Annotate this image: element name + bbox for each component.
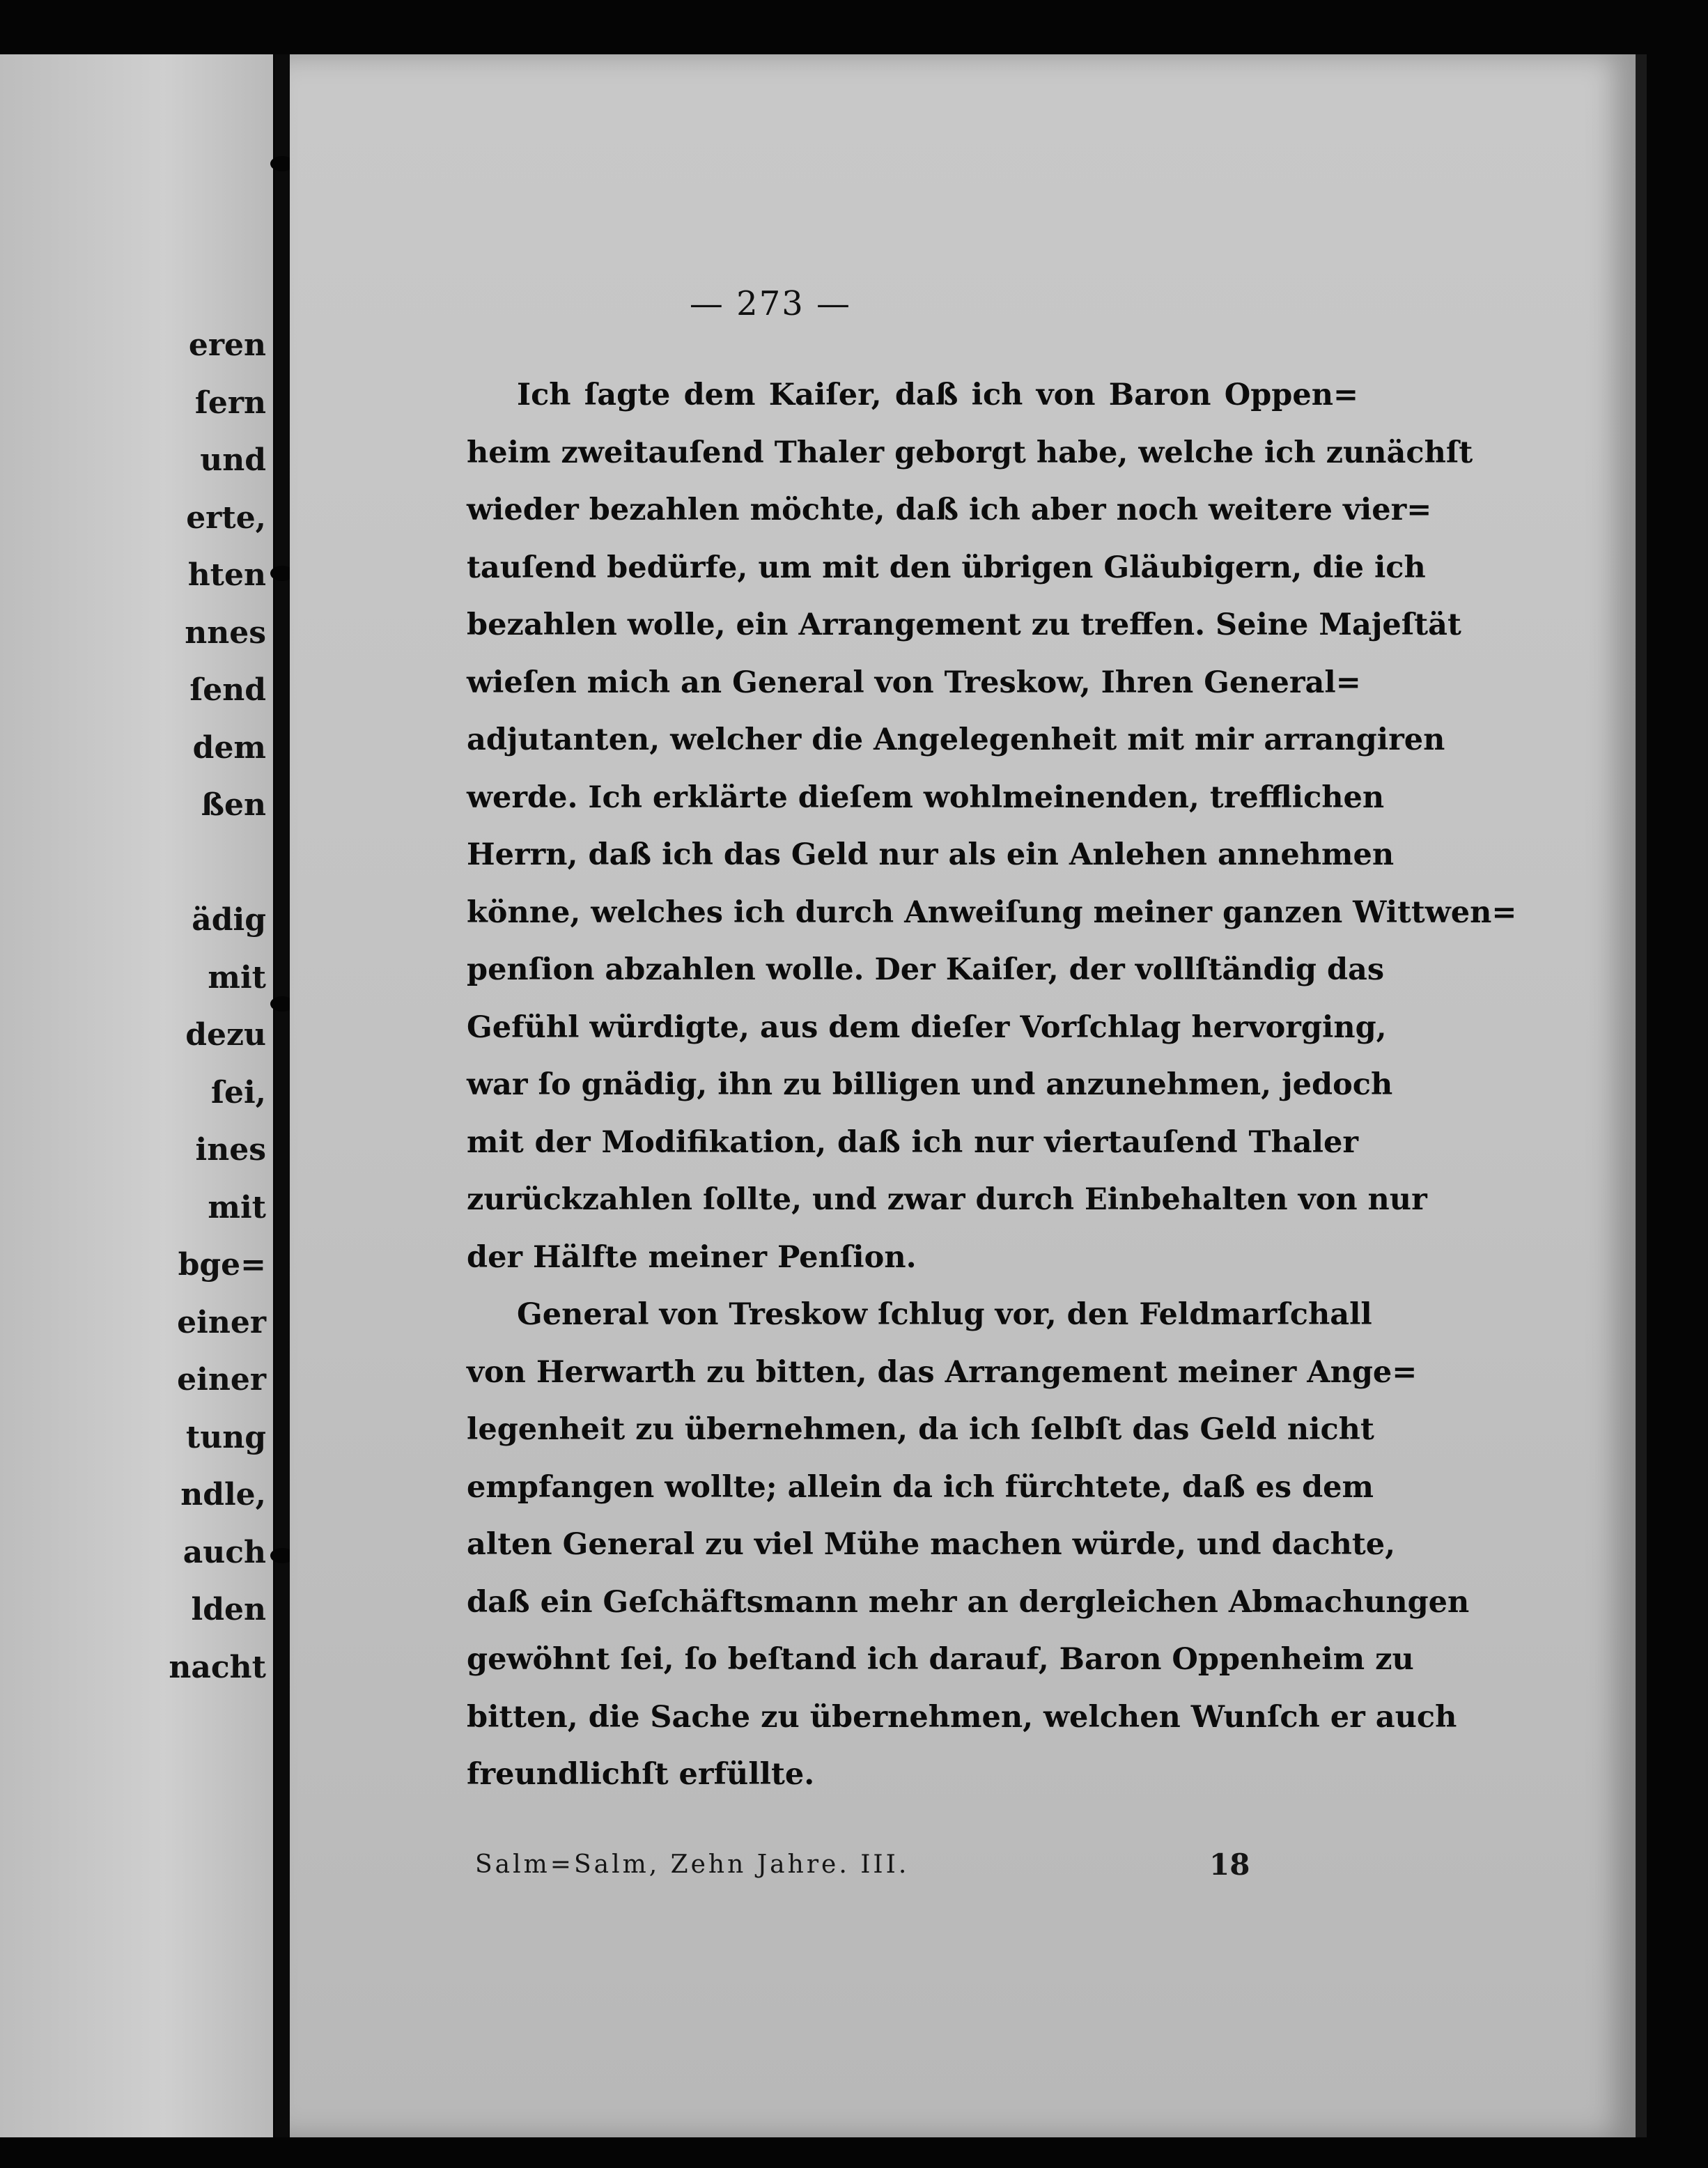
- left-page-line-fragment: auch: [183, 1534, 266, 1570]
- text-line: Herrn, daß ich das Geld nur als ein Anlehen annehmen: [467, 837, 1395, 872]
- body-text: [467, 366, 1517, 1804]
- left-page-line-fragment: lden: [191, 1592, 266, 1627]
- left-page-line-fragment: mit: [208, 1189, 266, 1225]
- text-line: Ich ſagte dem Kaiſer, daß ich von Baron Oppen=: [517, 378, 1358, 412]
- previous-page-fragment: [0, 54, 273, 2137]
- text-line: Gefühl würdigte, aus dem dieſer Vorſchlag hervorging,: [467, 1009, 1387, 1045]
- text-line: legenheit zu übernehmen, da ich ſelbſt das Geld nicht: [467, 1412, 1374, 1447]
- text-line: bezahlen wolle, ein Arrangement zu treffen. Seine Majeſtät: [467, 607, 1461, 642]
- text-line: bitten, die Sache zu übernehmen, welchen Wunſch er auch: [467, 1699, 1457, 1735]
- text-line: wieſen mich an General von Treskow, Ihren General=: [467, 665, 1361, 700]
- text-line: zurückzahlen ſollte, und zwar durch Einbehalten von nur: [467, 1182, 1427, 1217]
- text-line: alten General zu viel Mühe machen würde, und dachte,: [467, 1527, 1396, 1562]
- left-page-line-fragment: bge=: [178, 1247, 266, 1283]
- left-page-line-fragment: und: [200, 442, 266, 478]
- text-line: von Herwarth zu bitten, das Arrangement meiner Ange=: [467, 1354, 1418, 1390]
- left-page-line-fragment: nacht: [169, 1649, 266, 1685]
- left-page-line-fragment: eren: [188, 327, 266, 363]
- text-line: heim zweitauſend Thaler geborgt habe, welche ich zunächſt: [467, 435, 1473, 470]
- left-page-line-fragment: dem: [192, 729, 266, 766]
- left-page-line-fragment: ſern: [194, 385, 266, 421]
- left-page-line-fragment: ädig: [192, 902, 266, 938]
- left-page-line-fragment: nnes: [185, 614, 266, 651]
- text-line: gewöhnt ſei, ſo beſtand ich darauf, Baron Oppenheim zu: [467, 1642, 1414, 1677]
- text-line: General von Treskow ſchlug vor, den Feldmarſchall: [517, 1297, 1372, 1332]
- text-line: der Hälfte meiner Penſion.: [467, 1239, 917, 1275]
- left-page-line-fragment: ſei,: [211, 1074, 266, 1110]
- book-page: [290, 54, 1636, 2137]
- text-line: daß ein Geſchäftsmann mehr an dergleichen Abmachungen: [467, 1584, 1470, 1620]
- left-page-line-fragment: ßen: [201, 787, 266, 823]
- text-line: könne, welches ich durch Anweiſung meiner ganzen Wittwen=: [467, 895, 1517, 930]
- text-line: adjutanten, welcher die Angelegenheit mit mir arrangiren: [467, 722, 1445, 757]
- text-line: freundlichſt erfüllte.: [467, 1757, 815, 1792]
- page-number: — 273 —: [689, 284, 852, 323]
- left-page-line-fragment: tung: [185, 1419, 266, 1455]
- text-line: werde. Ich erklärte dieſem wohlmeinenden, trefflichen: [467, 780, 1385, 815]
- binding-gutter: [274, 54, 290, 2137]
- left-page-line-fragment: erte,: [186, 500, 266, 536]
- left-page-line-fragment: einer: [177, 1304, 266, 1340]
- left-page-line-fragment: ines: [195, 1132, 266, 1168]
- page-edge: [1636, 54, 1647, 2137]
- text-line: empfangen wollte; allein da ich fürchtete, daß es dem: [467, 1469, 1374, 1505]
- printer-signature: Salm=Salm, Zehn Jahre. III.: [475, 1850, 910, 1879]
- text-line: wieder bezahlen möchte, daß ich aber noch weitere vier=: [467, 493, 1432, 527]
- text-line: tauſend bedürfe, um mit den übrigen Gläubigern, die ich: [467, 550, 1426, 585]
- left-page-line-fragment: hten: [187, 557, 266, 593]
- left-page-line-fragment: mit: [208, 959, 266, 996]
- text-line: war ſo gnädig, ihn zu billigen und anzunehmen, jedoch: [467, 1067, 1393, 1102]
- left-page-line-fragment: ndle,: [180, 1477, 266, 1512]
- left-page-line-fragment: ſend: [189, 672, 266, 708]
- sheet-number: 18: [1209, 1848, 1250, 1882]
- text-line: penſion abzahlen wolle. Der Kaiſer, der vollſtändig das: [467, 952, 1385, 987]
- left-page-line-fragment: einer: [177, 1362, 266, 1397]
- text-line: mit der Modifikation, daß ich nur viertauſend Thaler: [467, 1124, 1358, 1160]
- left-page-line-fragment: dezu: [185, 1017, 266, 1053]
